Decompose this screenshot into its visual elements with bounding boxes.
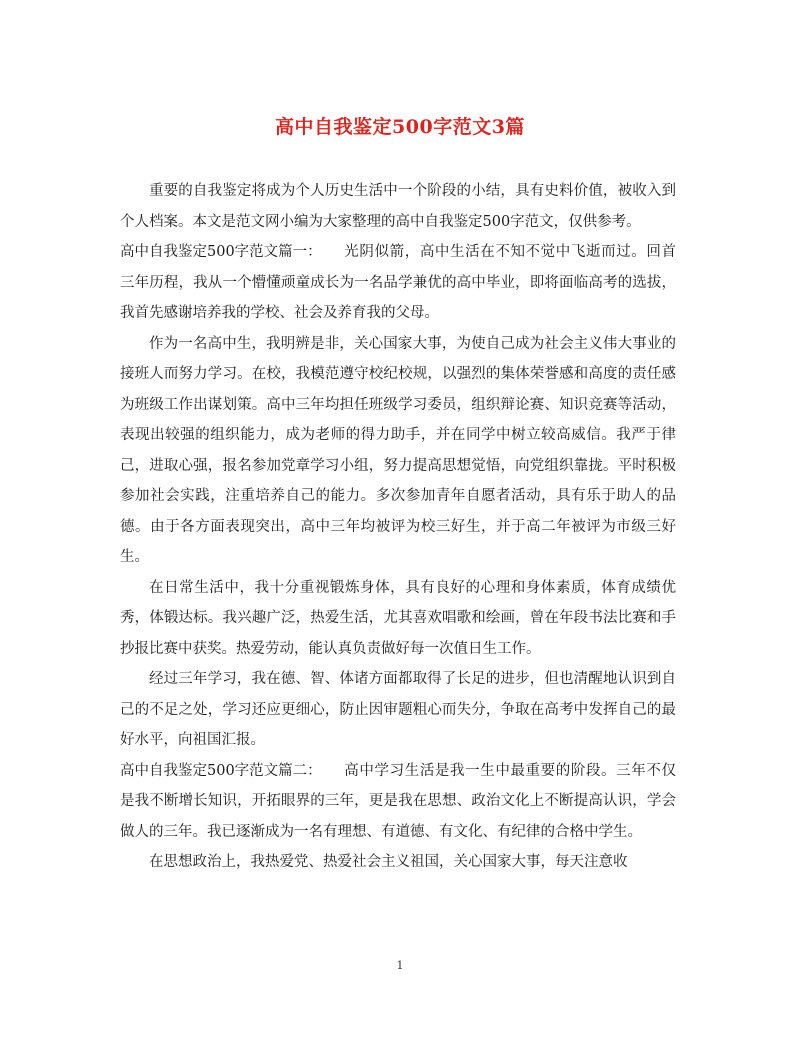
part-two-text: 高中学习生活是我一生中最重要的阶段。三年不仅是我不断增长知识，开拓眼界的三年，更是我在思想、政治文化上不断提高认识，学会做人的三年。我已逐渐成为一名有理想、有道德、有文化、有纪律的合格中学生。	[120, 762, 676, 840]
paragraph-daily-life: 在日常生活中，我十分重视锻炼身体，具有良好的心理和身体素质，体育成绩优秀，体锻达标。我兴趣广泛，热爱生活，尤其喜欢唱歌和绘画，曾在年段书法比赛和手抄报比赛中获奖。热爱劳动，能认真负责做好每一次值日生工作。	[120, 579, 676, 657]
part-two-paragraph	[120, 756, 676, 848]
paragraph-three-years: 经过三年学习，我在德、智、体诸方面都取得了长足的进步，但也清醒地认识到自己的不足之处，学习还应更细心，防止因审题粗心而失分，争取在高考中发挥自己的最好水平，向祖国汇报。	[120, 671, 676, 748]
intro-paragraph: 重要的自我鉴定将成为个人历史生活中一个阶段的小结，具有史料价值，被收入到个人档案。本文是范文网小编为大家整理的高中自我鉴定500字范文，仅供参考。	[120, 183, 676, 230]
paragraph-politics: 在思想政治上，我热爱党、热爱社会主义祖国，关心国家大事，每天注意收	[149, 854, 628, 870]
document-title: 高中自我鉴定500字范文3篇	[275, 116, 525, 138]
page-number: 1	[396, 959, 404, 972]
part-one-heading: 高中自我鉴定500字范文篇一：	[120, 244, 322, 260]
document-body	[120, 176, 676, 878]
part-one-paragraph	[120, 237, 676, 329]
paragraph-student-conduct: 作为一名高中生，我明辨是非，关心国家大事，为使自己成为社会主义伟大事业的接班人而努力学习。在校，我模范遵守校纪校规，以强烈的集体荣誉感和高度的责任感为班级工作出谋划策。高中三年均担任班级学习委员，组织辩论赛、知识竞赛等活动，表现出较强的组织能力，成为老师的得力助手，并在同学中树立较高威信。我严于律己，进取心强，报名参加党章学习小组，努力提高思想觉悟，向党组织靠拢。平时积极参加社会实践，注重培养自己的能力。多次参加青年自愿者活动，具有乐于助人的品德。由于各方面表现突出，高中三年均被评为校三好生，并于高二年被评为市级三好生。	[120, 335, 676, 565]
part-one-text: 光阴似箭，高中生活在不知不觉中飞逝而过。回首三年历程，我从一个懵懂顽童成长为一名品学兼优的高中毕业，即将面临高考的选拔，我首先感谢培养我的学校、社会及养育我的父母。	[120, 244, 676, 321]
part-two-heading: 高中自我鉴定500字范文篇二：	[120, 762, 322, 779]
